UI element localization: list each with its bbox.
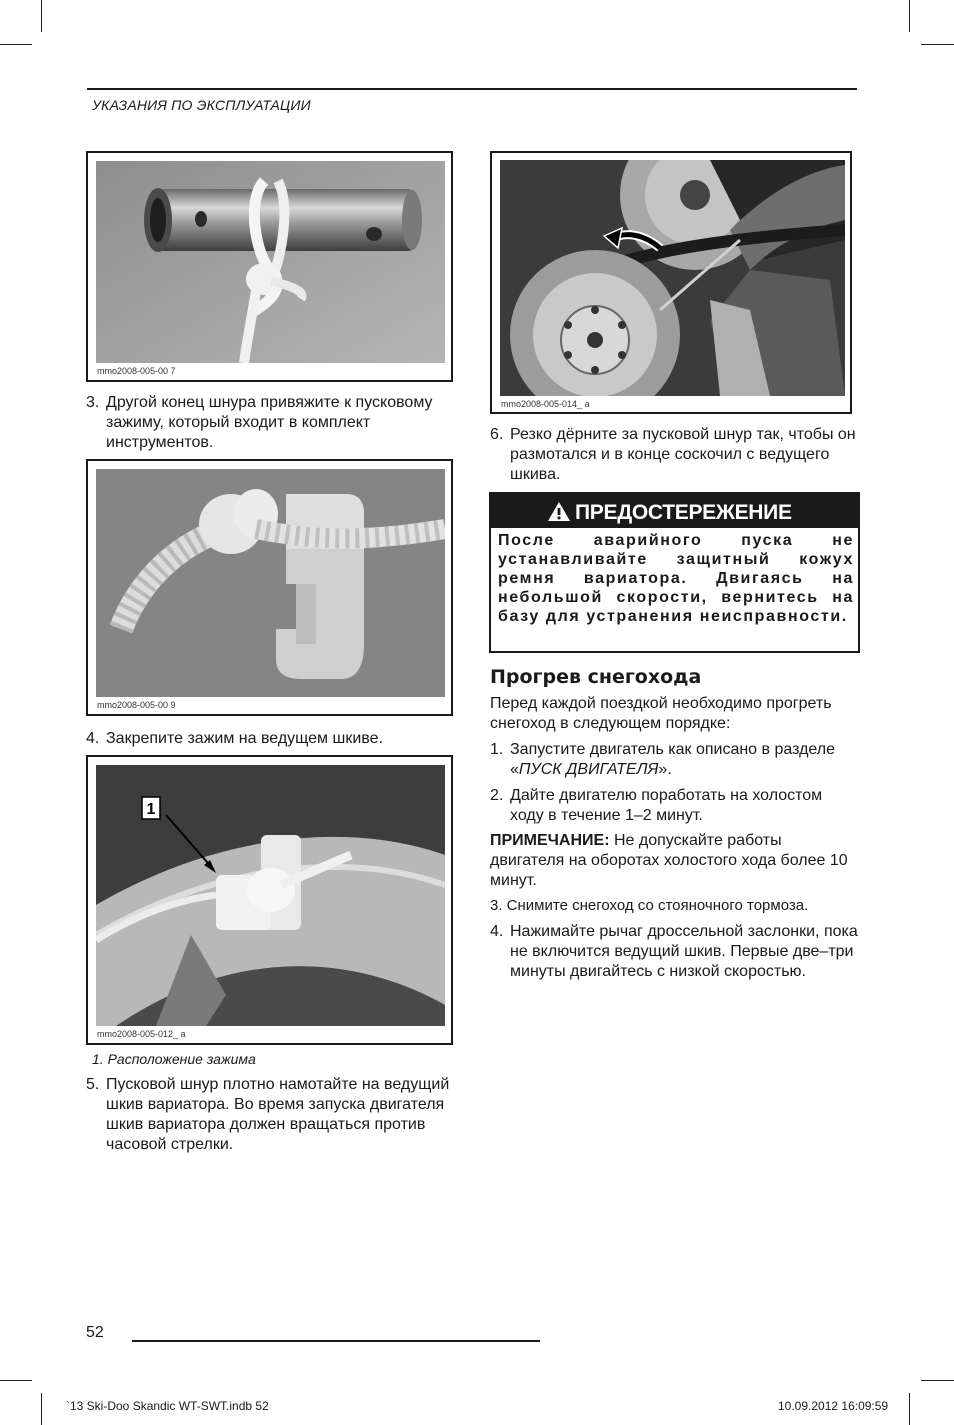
step-text: Дайте двигателю поработать на холостом ходу в течение 1–2 минут.	[510, 787, 823, 824]
step-text: Пусковой шнур плотно намотайте на ведущий шкив вариатора. Во время запуска двигателя шкив вариатора должен вращаться против часовой стрелки.	[106, 1076, 450, 1153]
crop-mark	[41, 0, 42, 32]
crop-mark	[0, 44, 32, 45]
callout-number: 1	[146, 801, 156, 818]
warmup-step-3: 3. Снимите снегоход со стояночного тормоза.	[490, 897, 809, 914]
note-label: ПРИМЕЧАНИЕ:	[490, 832, 610, 849]
step-number: 4.	[490, 923, 504, 940]
note-text: Не допускайте работы двигателя на оборотах холостого хода более 10 минут.	[490, 832, 848, 889]
step-text: Нажимайте рычаг дроссельной заслонки, пока не включится ведущий шкив. Первые две–три минуты двигайтесь с низкой скоростью.	[510, 923, 858, 980]
figure-pulley-arrow	[490, 151, 852, 414]
step-text: Закрепите зажим на ведущем шкиве.	[106, 730, 383, 747]
crop-mark	[41, 1393, 42, 1425]
clamp-on-pulley-photo	[96, 765, 445, 1026]
warning-text: После аварийного пуска не устанавливайте защитный кожух ремня вариатора. Двигаясь на небольшой скорости, вернитесь на базу для устранения неисправности.	[498, 532, 854, 625]
crop-mark	[909, 1393, 910, 1425]
print-timestamp: 10.09.2012 16:09:59	[778, 1399, 889, 1413]
footer-rule	[132, 1340, 540, 1342]
intro-paragraph: Перед каждой поездкой необходимо прогреть снегоход в следующем порядке:	[490, 695, 832, 732]
warning-box	[489, 492, 860, 653]
figure-clamp	[86, 459, 453, 716]
step-text	[510, 740, 860, 780]
section-title: Прогрев снегохода	[490, 666, 702, 688]
crop-mark	[921, 1380, 954, 1381]
step-number: 2.	[490, 787, 504, 804]
step-number: 3.	[86, 394, 100, 411]
figure-code: mmo2008-005-00 7	[97, 366, 176, 376]
header-rule	[87, 88, 857, 90]
step-number: 4.	[86, 730, 100, 747]
crop-mark	[921, 44, 954, 45]
note-paragraph	[490, 831, 860, 891]
warning-triangle-icon	[547, 501, 571, 527]
figure-code: mmo2008-005-00 9	[97, 700, 176, 710]
figure-code: mmo2008-005-014_ a	[501, 399, 590, 409]
step-text: Резко дёрните за пусковой шнур так, чтобы он размотался и в конце соскочил с ведущего шкива.	[510, 426, 856, 483]
print-file-slug: `13 Ski-Doo Skandic WT-SWT.indb 52	[66, 1399, 269, 1413]
cross-reference: ПУСК ДВИГАТЕЛЯ	[518, 761, 659, 778]
figure-code: mmo2008-005-012_ a	[97, 1029, 186, 1039]
socket-wrench-photo	[96, 161, 445, 363]
page-number: 52	[86, 1324, 104, 1341]
step-text-after-ref: ».	[658, 761, 672, 778]
running-header: УКАЗАНИЯ ПО ЭКСПЛУАТАЦИИ	[92, 97, 311, 113]
crop-mark	[0, 1380, 32, 1381]
step-text-before-ref: Запустите двигатель как описано в разделе «	[510, 741, 835, 778]
pulley-rotation-photo	[500, 160, 845, 396]
crop-mark	[909, 0, 910, 32]
step-text: Другой конец шнура привяжите к пусковому зажиму, который входит в комплект инструментов.	[106, 394, 433, 451]
step-number: 6.	[490, 426, 504, 443]
figure-clamp-on-pulley	[86, 755, 453, 1045]
figure-legend: 1. Расположение зажима	[92, 1051, 256, 1067]
warning-header	[491, 494, 858, 528]
step-number: 1.	[490, 741, 504, 758]
rope-clamp-photo	[96, 469, 445, 697]
step-number: 5.	[86, 1076, 100, 1093]
figure-wrench	[86, 151, 453, 382]
warning-title: ПРЕДОСТЕРЕЖЕНИЕ	[575, 501, 792, 524]
